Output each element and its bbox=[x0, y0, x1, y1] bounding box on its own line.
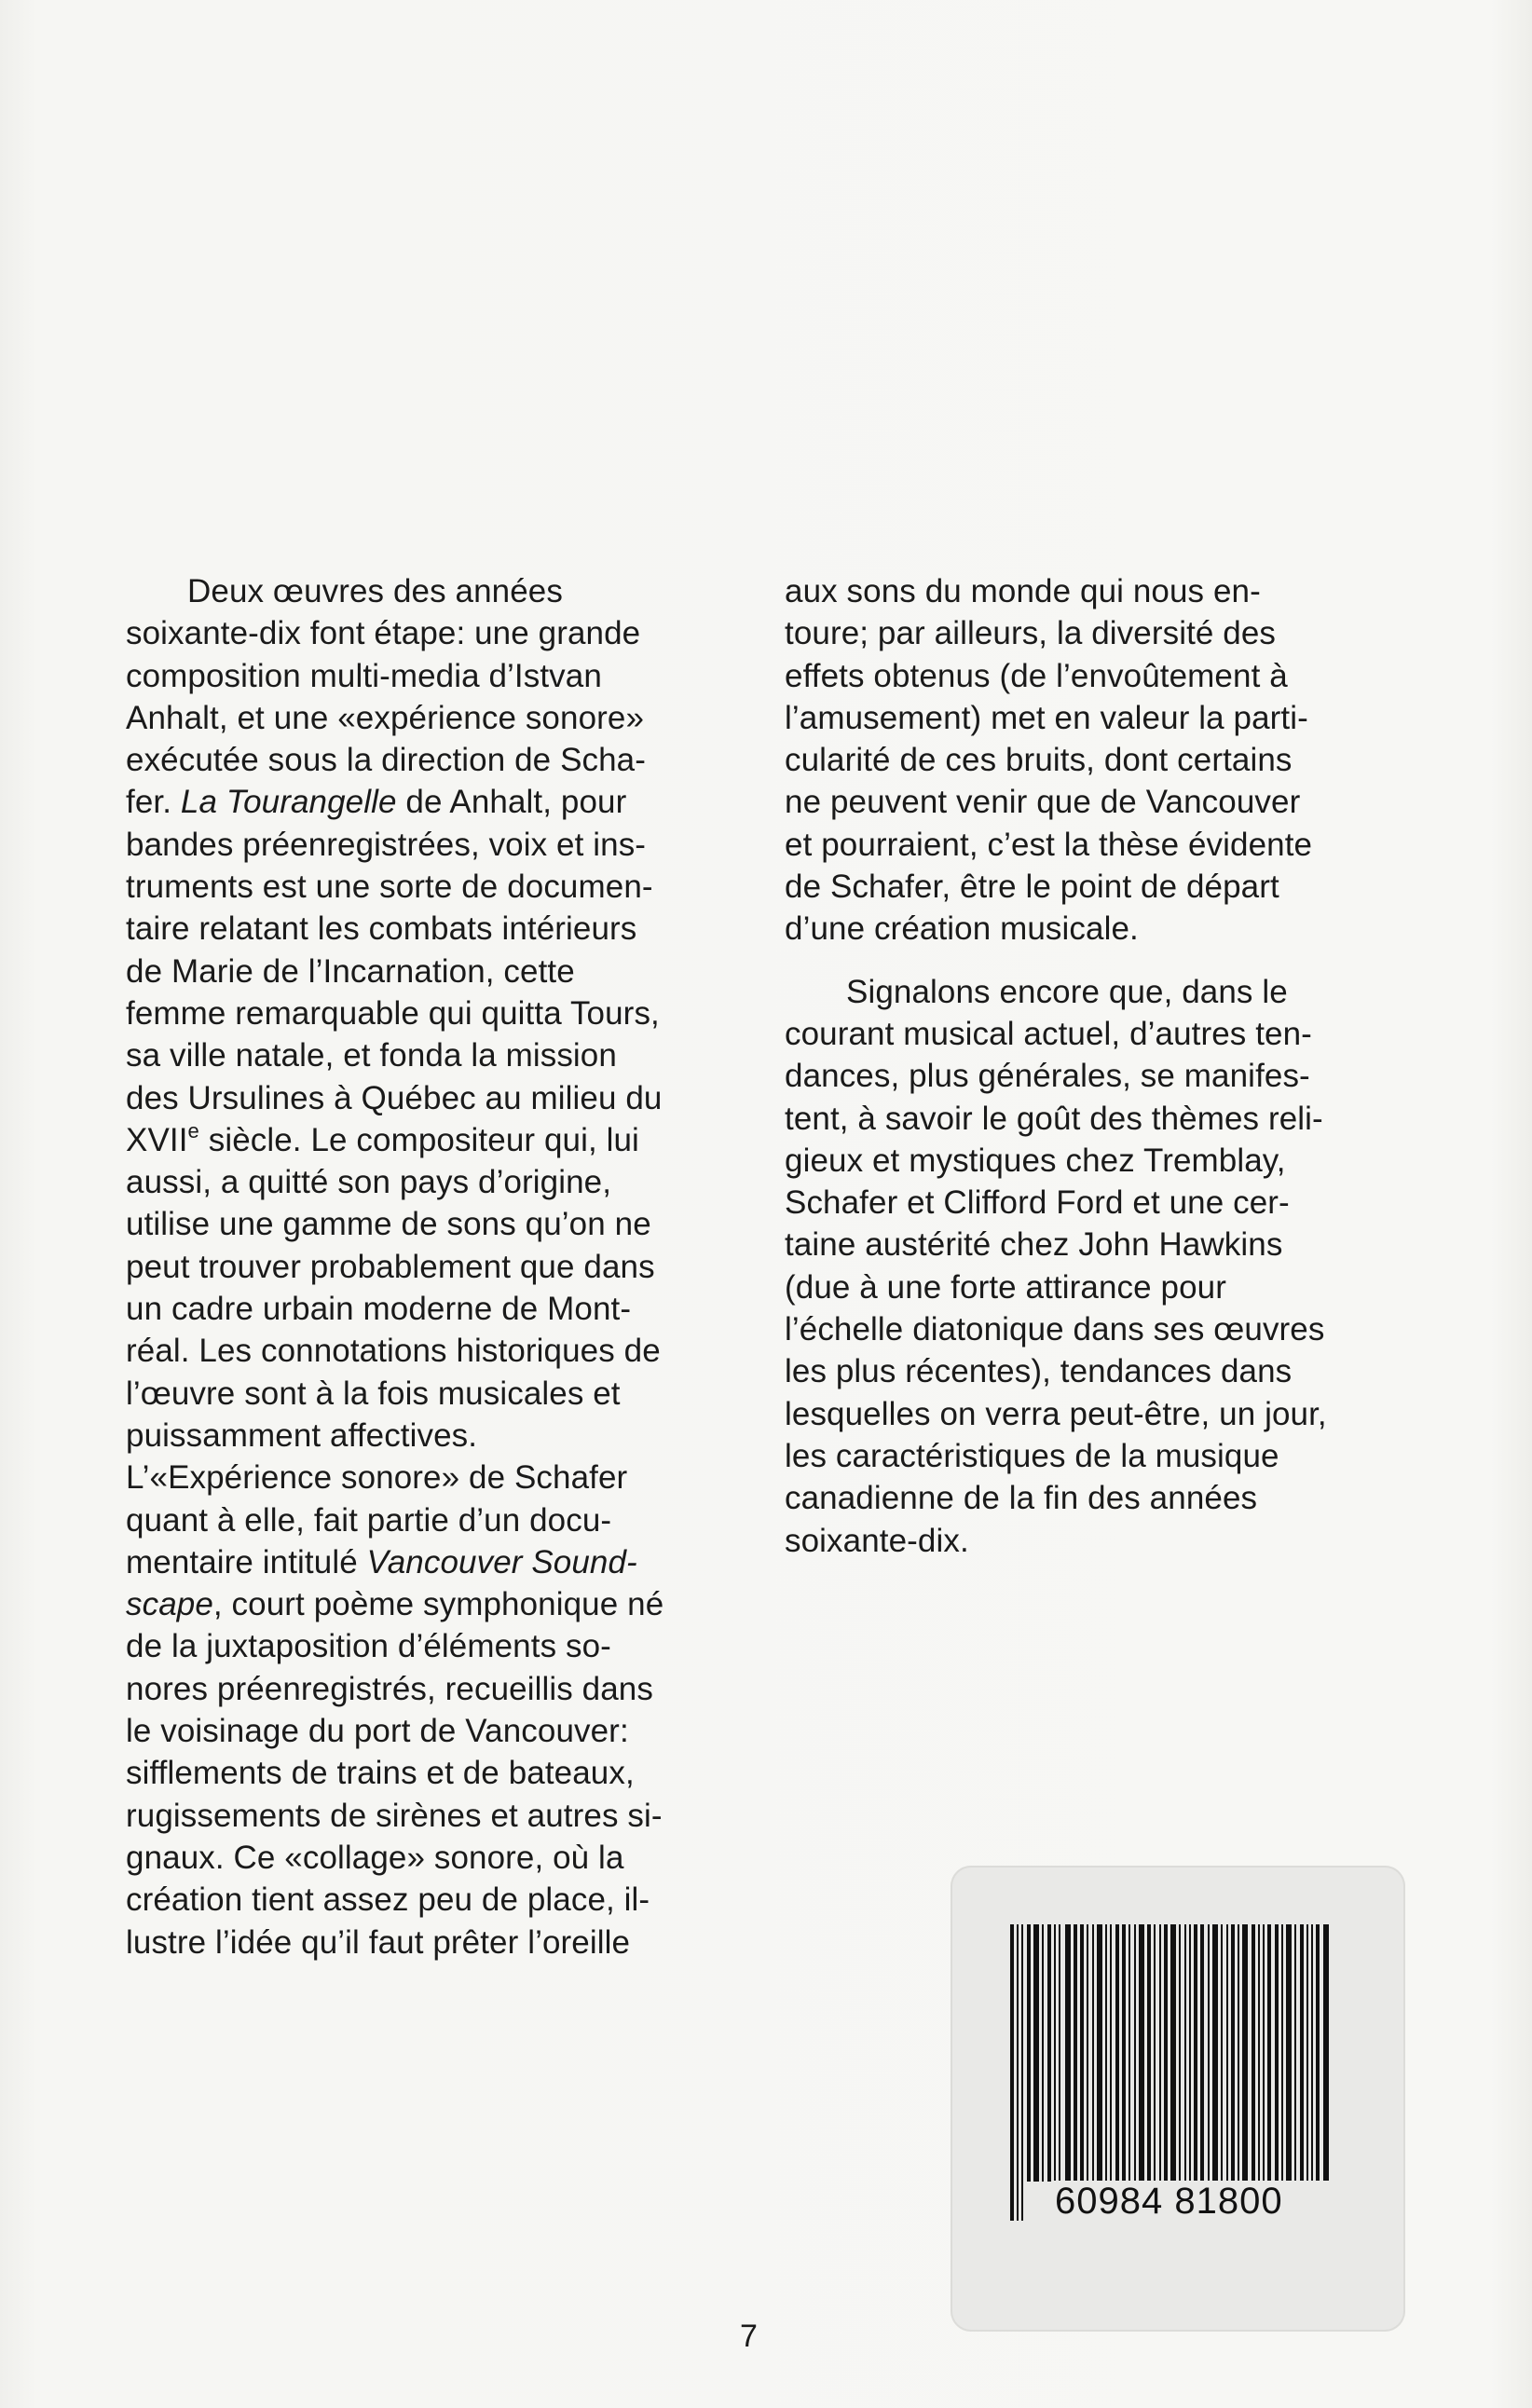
text-line: les plus récentes), tendances dans bbox=[785, 1353, 1293, 1390]
text-line bbox=[126, 1541, 741, 1583]
barcode-bar bbox=[1231, 1924, 1235, 2182]
text-fragment: mentaire intitulé bbox=[126, 1543, 367, 1580]
text-line: taire relatant les combats intérieurs bbox=[126, 910, 637, 948]
text-line: cularité de ces bruits, dont certains bbox=[785, 742, 1293, 779]
barcode-bar bbox=[1027, 1924, 1031, 2182]
text-line: soixante-dix font étape: une grande bbox=[126, 615, 641, 652]
barcode-bar bbox=[1105, 1924, 1107, 2182]
barcode-bar bbox=[1059, 1924, 1060, 2182]
text-line: exécutée sous la direction de Scha- bbox=[126, 742, 646, 779]
superscript: e bbox=[187, 1118, 199, 1142]
barcode-bar bbox=[1281, 1924, 1283, 2182]
text-line: bandes préenregistrées, voix et ins- bbox=[126, 826, 647, 863]
barcode-bar bbox=[1154, 1924, 1156, 2182]
barcode-bar bbox=[1021, 1924, 1023, 2221]
barcode-bar bbox=[1179, 1924, 1181, 2182]
text-line: création tient assez peu de place, il- bbox=[126, 1881, 650, 1919]
barcode-bar bbox=[1189, 1924, 1191, 2182]
text-line: d’une création musicale. bbox=[785, 910, 1139, 948]
text-line: l’œuvre sont à la fois musicales et bbox=[126, 1375, 621, 1412]
page-number: 7 bbox=[740, 2319, 758, 2354]
text-line: Schafer et Clifford Ford et une cer- bbox=[785, 1184, 1290, 1222]
text-line: l’amusement) met en valeur la parti- bbox=[785, 699, 1308, 736]
text-line: femme remarquable qui quitta Tours, bbox=[126, 994, 660, 1032]
text-line: Signalons encore que, dans le bbox=[846, 973, 1288, 1010]
barcode-bar bbox=[1221, 1924, 1223, 2182]
text-line: l’échelle diatonique dans ses œuvres bbox=[785, 1311, 1325, 1348]
text-line bbox=[126, 781, 741, 823]
text-line: soixante-dix. bbox=[785, 1522, 969, 1559]
work-title-la-tourangelle: La Tourangelle bbox=[180, 784, 397, 821]
barcode-bar bbox=[1128, 1924, 1130, 2182]
barcode-bar bbox=[1047, 1924, 1051, 2182]
text-line: de Schafer, être le point de départ bbox=[785, 869, 1279, 906]
barcode-bar bbox=[1164, 1924, 1168, 2221]
barcode-bar bbox=[1054, 1924, 1056, 2182]
barcode-bar bbox=[1170, 1924, 1176, 2221]
barcode-bar bbox=[1323, 1924, 1329, 2221]
text-fragment: fer. bbox=[126, 784, 181, 821]
text-line: toure; par ailleurs, la diversité des bbox=[785, 615, 1277, 652]
barcode-bar bbox=[1252, 1924, 1255, 2182]
text-fragment: , court poème symphonique né bbox=[212, 1586, 664, 1623]
text-line: aux sons du monde qui nous en- bbox=[785, 573, 1261, 609]
barcode-sticker bbox=[951, 1866, 1405, 2332]
text-line: gieux et mystiques chez Tremblay, bbox=[785, 1142, 1286, 1179]
barcode-number: 60984 81800 bbox=[1051, 2181, 1338, 2222]
text-line: Deux œuvres des années bbox=[187, 573, 563, 609]
text-line: et pourraient, c’est la thèse évidente bbox=[785, 826, 1313, 863]
text-line: aussi, a quitté son pays d’origine, bbox=[126, 1164, 612, 1201]
barcode-bar bbox=[1110, 1924, 1112, 2182]
barcode-bar bbox=[1139, 1924, 1144, 2182]
text-line: canadienne de la fin des années bbox=[785, 1480, 1258, 1517]
barcode-bar bbox=[1242, 1924, 1248, 2182]
text-line: truments est une sorte de documen- bbox=[126, 869, 653, 906]
text-line: (due à une forte attirance pour bbox=[785, 1268, 1226, 1306]
barcode-bar bbox=[1258, 1924, 1260, 2182]
text-line: courant musical actuel, d’autres ten- bbox=[785, 1015, 1312, 1052]
paragraph-gap bbox=[785, 951, 1418, 971]
barcode-bar bbox=[1080, 1924, 1084, 2182]
text-fragment: de Anhalt, pour bbox=[396, 784, 627, 821]
barcode-bar bbox=[1311, 1924, 1313, 2221]
text-line: utilise une gamme de sons qu’on ne bbox=[126, 1206, 651, 1243]
barcode-bar bbox=[1275, 1924, 1279, 2182]
barcode-bar bbox=[1097, 1924, 1102, 2182]
barcode-bar bbox=[1316, 1924, 1320, 2221]
barcode-bar bbox=[1286, 1924, 1292, 2182]
text-line: un cadre urbain moderne de Mont- bbox=[126, 1291, 632, 1328]
text-line: L’«Expérience sonore» de Schafer bbox=[126, 1459, 628, 1497]
work-title-continuation: scape bbox=[126, 1586, 213, 1623]
text-line: peut trouver probablement que dans bbox=[126, 1248, 655, 1285]
barcode-bar bbox=[1159, 1924, 1161, 2182]
barcode-bar bbox=[1294, 1924, 1296, 2182]
text-line: taine austérité chez John Hawkins bbox=[785, 1226, 1283, 1264]
barcode-bar bbox=[1033, 1924, 1039, 2182]
text-line: effets obtenus (de l’envoûtement à bbox=[785, 657, 1288, 694]
text-line: puissamment affectives. bbox=[126, 1416, 478, 1454]
text-line: sifflements de trains et de bateaux, bbox=[126, 1755, 635, 1792]
barcode-bar bbox=[1115, 1924, 1119, 2182]
text-line: ne peuvent venir que de Vancouver bbox=[785, 784, 1301, 821]
barcode-bar bbox=[1212, 1924, 1218, 2182]
work-title-vancouver-soundscape: Vancouver Sound- bbox=[366, 1543, 637, 1580]
barcode-bar bbox=[1010, 1924, 1014, 2221]
text-line bbox=[126, 1119, 741, 1161]
text-line: gnaux. Ce «collage» sonore, où la bbox=[126, 1839, 624, 1876]
text-line: rugissements de sirènes et autres si- bbox=[126, 1797, 663, 1834]
text-line: composition multi-media d’Istvan bbox=[126, 657, 602, 694]
barcode-bar bbox=[1194, 1924, 1197, 2182]
barcode-bar bbox=[1147, 1924, 1151, 2182]
barcode-bar bbox=[1134, 1924, 1136, 2182]
text-line: le voisinage du port de Vancouver: bbox=[126, 1713, 629, 1750]
right-text-column bbox=[785, 570, 1418, 1562]
text-line: les caractéristiques de la musique bbox=[785, 1437, 1279, 1474]
text-line: des Ursulines à Québec au milieu du bbox=[126, 1079, 663, 1116]
text-fragment: siècle. Le compositeur qui, lui bbox=[198, 1121, 639, 1158]
barcode-bar bbox=[1300, 1924, 1304, 2182]
text-line: réal. Les connotations historiques de bbox=[126, 1333, 661, 1370]
text-line: quant à elle, fait partie d’un docu- bbox=[126, 1501, 612, 1539]
century-numeral: XVII bbox=[126, 1121, 188, 1158]
text-line: lustre l’idée qu’il faut prêter l’oreille bbox=[126, 1923, 631, 1961]
text-line: dances, plus générales, se manifes- bbox=[785, 1058, 1310, 1095]
barcode-icon bbox=[1008, 1924, 1353, 2223]
barcode-bar bbox=[1087, 1924, 1088, 2182]
text-line: lesquelles on verra peut-être, un jour, bbox=[785, 1395, 1327, 1432]
barcode-bar bbox=[1226, 1924, 1228, 2182]
text-line: nores préenregistrés, recueillis dans bbox=[126, 1670, 653, 1707]
text-line: sa ville natale, et fonda la mission bbox=[126, 1037, 617, 1074]
text-line: Anhalt, et une «expérience sonore» bbox=[126, 699, 645, 736]
barcode-bar bbox=[1238, 1924, 1239, 2182]
barcode-bar bbox=[1208, 1924, 1210, 2182]
barcode-bar bbox=[1184, 1924, 1186, 2182]
text-line: tent, à savoir le goût des thèmes reli- bbox=[785, 1100, 1323, 1137]
barcode-bar bbox=[1306, 1924, 1308, 2182]
barcode-bar bbox=[1074, 1924, 1077, 2182]
barcode-bar bbox=[1065, 1924, 1071, 2182]
text-line: de Marie de l’Incarnation, cette bbox=[126, 952, 575, 990]
barcode-bar bbox=[1042, 1924, 1044, 2182]
text-line: de la juxtaposition d’éléments so- bbox=[126, 1628, 611, 1665]
barcode-bar bbox=[1017, 1924, 1019, 2221]
barcode-bar bbox=[1200, 1924, 1204, 2182]
left-text-column bbox=[126, 570, 741, 1963]
barcode-bar bbox=[1267, 1924, 1271, 2182]
text-line bbox=[126, 1583, 741, 1625]
barcode-bar bbox=[1263, 1924, 1265, 2182]
barcode-bar bbox=[1122, 1924, 1126, 2182]
barcode-bar bbox=[1092, 1924, 1094, 2182]
